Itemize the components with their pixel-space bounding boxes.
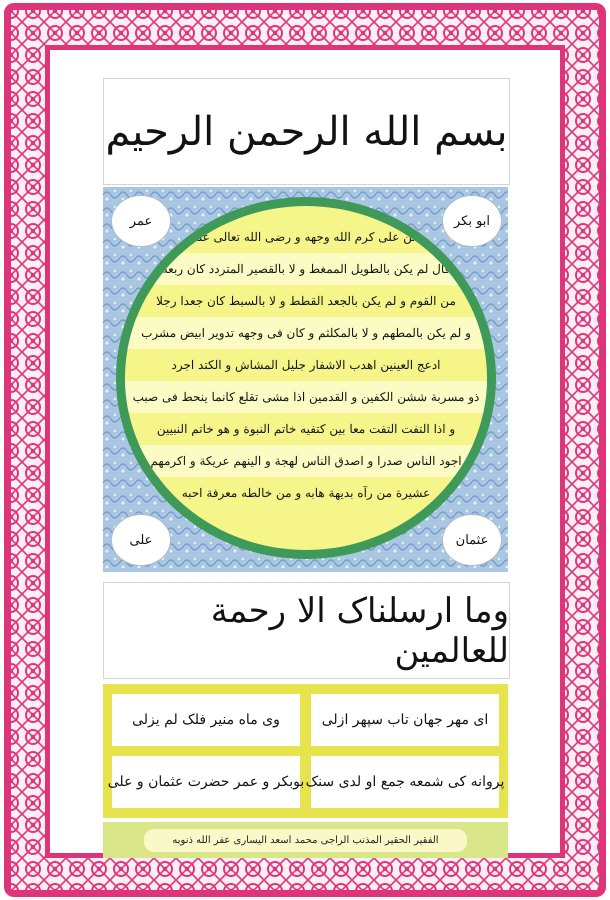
roundel-osman: عثمان — [442, 514, 502, 566]
hilye-panel — [103, 187, 508, 572]
hilye-line: و لم یکن بالمطهم و لا بالمکلثم و کان فی وجهه تدویر ابیض مشرب — [125, 317, 487, 349]
hilye-line: ذو مسربة ششن الکفین و القدمین اذا مشی تقلع کانما ینحط فی صبب — [125, 381, 487, 413]
poem-line-left-bottom: بوبکر و عمر حضرت عثمان و علی — [112, 756, 300, 808]
hilye-medallion — [125, 206, 487, 550]
hilye-line: قال لم یکن بالطویل الممغط و لا بالقصیر المتردد کان ربعة — [125, 253, 487, 285]
hilye-line: من القوم و لم یکن بالجعد القطط و لا بالسبط کان جعدا رجلا — [156, 294, 456, 308]
poem-line-left-top: وی ماه منیر فلک لم یزلی — [112, 694, 300, 746]
roundel-abu-bakr: ابو بکر — [442, 195, 502, 247]
poem-line-right-top: ای مهر جهان تاب سپهر ازلی — [311, 694, 499, 746]
signature-text: الفقیر الحقیر المذنب الراجی محمد اسعد الیساری عفر الله ذنوبه — [144, 829, 466, 852]
hilye-line: ادعج العینین اهدب الاشفار جلیل المشاش و الکتد اجرد — [171, 358, 441, 372]
basmala-panel — [103, 78, 510, 185]
roundel-ali: علی — [111, 514, 171, 566]
basmala-text: بسم الله الرحمن الرحيم — [105, 108, 508, 155]
verse-panel — [103, 582, 510, 679]
hilye-line: اجود الناس صدرا و اصدق الناس لهجة و الینهم عریکة و اکرمهم — [125, 445, 487, 477]
green-medallion-ring — [116, 197, 496, 559]
verse-text: وما ارسلناک الا رحمة للعالمین — [210, 590, 509, 671]
hilye-line: و اذا التفت التفت معا بین کتفیه خاتم النبوة و هو خاتم النبیین — [156, 422, 456, 436]
signature-panel — [103, 822, 508, 858]
roundel-omar: عمر — [111, 195, 171, 247]
hilye-line: عن علی کرم الله وجهه و رضی الله تعالی عنه — [192, 230, 420, 244]
poem-panel — [103, 684, 508, 818]
poem-line-right-bottom: پروانه کی شمعه جمع او لدی سنک — [311, 756, 499, 808]
hilye-line: عشیرة من رآه بدیهة هابه و من خالطه معرفة احبه — [181, 486, 431, 500]
